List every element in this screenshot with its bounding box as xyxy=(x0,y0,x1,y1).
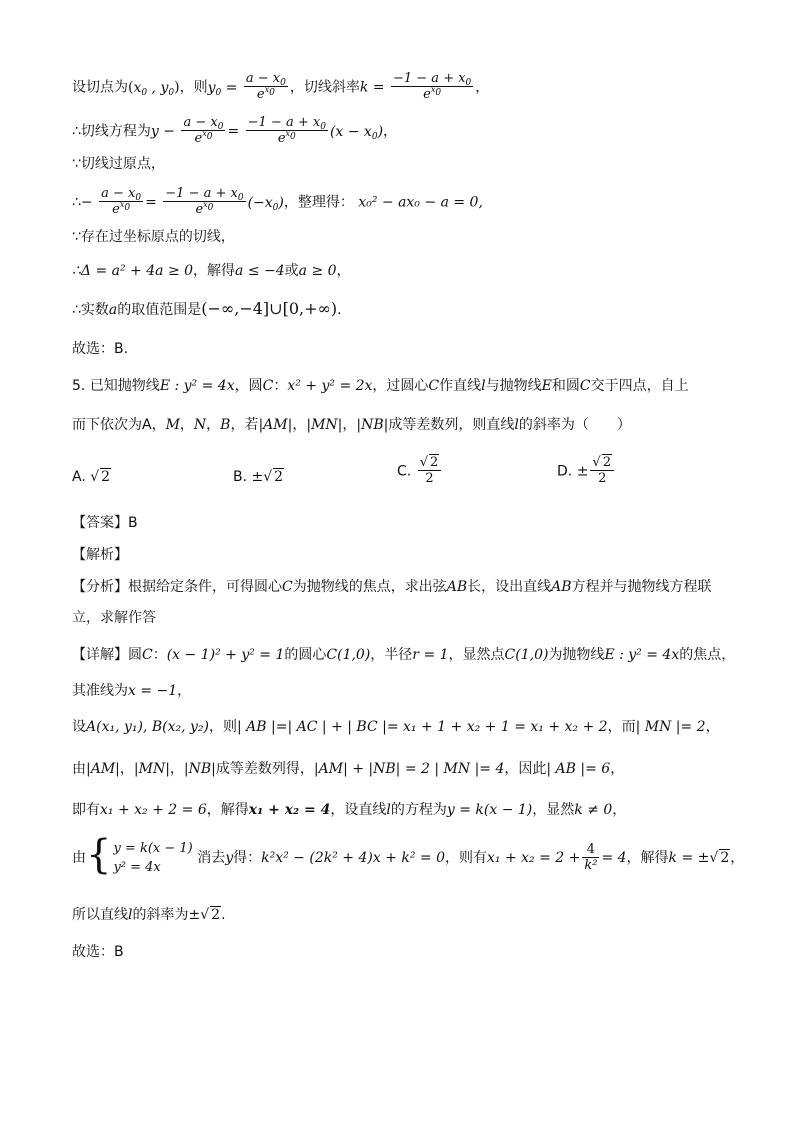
text: ，解得 xyxy=(626,850,669,866)
text: 的焦点， xyxy=(679,647,736,663)
math: k²x² − (2k² + 4)x + k² = 0 xyxy=(261,850,445,866)
math: (x − 1)² + y² = 1 xyxy=(166,647,285,663)
text: ， xyxy=(730,850,745,866)
text: ： xyxy=(273,378,288,394)
fraction: $\frac{√ 2}{2}$ xyxy=(418,455,442,486)
text: ，过圆心 xyxy=(372,378,429,394)
text: ， xyxy=(336,263,351,279)
text: ， xyxy=(206,417,221,433)
fenxi-line-1 xyxy=(72,578,712,596)
math: − xyxy=(80,194,93,211)
math: AB xyxy=(446,579,468,595)
radicand: 2 xyxy=(274,469,284,485)
fraction: $\frac{a - x_0}{e^{x_0}}$ xyxy=(183,115,224,146)
text: ， xyxy=(383,123,398,140)
text: 根据给定条件，可得圆心 xyxy=(128,579,282,595)
math: B xyxy=(220,417,231,433)
math: l xyxy=(481,378,486,394)
math: x = −1 xyxy=(128,683,178,699)
detail-line-7 xyxy=(72,906,226,924)
math: ∴Δ = a² + 4a ≥ 0 xyxy=(72,263,194,279)
option-label: D. xyxy=(557,463,573,480)
text: 和圆 xyxy=(551,378,580,394)
text: ，切线斜率 xyxy=(289,79,360,96)
text: ，整理得： xyxy=(283,194,354,211)
math: C xyxy=(282,579,293,595)
text: ，则 xyxy=(209,719,238,735)
math: |AM| xyxy=(86,761,120,777)
text: ∴实数 xyxy=(72,302,109,318)
math: C(1,0) xyxy=(504,647,549,663)
math: l xyxy=(128,907,133,923)
option-b xyxy=(233,469,284,485)
text: . xyxy=(221,907,226,923)
prev-line-7 xyxy=(72,300,342,319)
math: k = ± xyxy=(668,850,710,866)
fraction: $\frac{a - x_0}{e^{x_0}}$ xyxy=(245,71,286,102)
math: E : y² = 4x xyxy=(159,378,235,394)
text: 设切点为 xyxy=(72,79,128,96)
math: ) xyxy=(174,79,180,96)
question-number: 5. xyxy=(72,378,86,394)
question-line-1 xyxy=(72,377,689,395)
text: ， xyxy=(179,417,194,433)
math: |NB| xyxy=(356,417,389,433)
xiangjie-label: 【详解】 xyxy=(72,647,128,663)
math: x₁ + x₂ = 4 xyxy=(248,802,331,818)
text: 由 xyxy=(72,761,86,777)
text: 由 xyxy=(72,850,86,866)
question-line-2 xyxy=(72,416,631,434)
text: 而下依次为A， xyxy=(72,417,166,433)
text: ，则 xyxy=(179,79,208,96)
math: = xyxy=(145,194,157,211)
fraction: $\frac{-1 - a + x_0}{e^{x_0}}$ xyxy=(247,115,326,146)
math: y − xyxy=(150,123,176,140)
math: M xyxy=(165,417,180,433)
text: ， xyxy=(177,683,192,699)
plus-minus: ± xyxy=(251,469,264,485)
detail-line-6 xyxy=(72,832,745,878)
prev-line-5: ∵存在过坐标原点的切线， xyxy=(72,229,235,245)
detail-line-3 xyxy=(72,718,720,736)
text: ， xyxy=(705,719,720,735)
math: x₁ + x₂ + 2 = 6 xyxy=(100,802,207,818)
text: 的取值范围是 xyxy=(117,302,202,318)
sqrt: √ 2 xyxy=(263,469,284,485)
math: |MN| xyxy=(133,761,170,777)
text: ， xyxy=(169,761,184,777)
system-eq-2: y² = 4x xyxy=(113,860,161,875)
text: 与抛物线 xyxy=(485,378,542,394)
fenxi-label: 【分析】 xyxy=(72,579,128,595)
math: l xyxy=(514,417,519,433)
text: 长，设出直线 xyxy=(467,579,552,595)
text: 即有 xyxy=(72,802,100,818)
analysis-heading: 【解析】 xyxy=(72,547,128,563)
option-label: B. xyxy=(233,469,248,485)
text: ，则有 xyxy=(444,850,487,866)
sqrt: √ 2 xyxy=(709,850,730,866)
math: x₀² − ax₀ − a = 0, xyxy=(358,194,483,211)
plus-minus: ± xyxy=(188,907,201,923)
math: (−∞,−4]∪[0,+∞) xyxy=(201,299,338,318)
text: ，半径 xyxy=(370,647,413,663)
text: ， xyxy=(292,417,307,433)
math: | MN |= 2 xyxy=(635,719,706,735)
sqrt: √ 2 xyxy=(90,469,111,485)
math: k = xyxy=(359,79,385,96)
math: A(x₁, y₁), B(x₂, y₂) xyxy=(86,719,210,735)
text: ，设直线 xyxy=(330,802,387,818)
option-a xyxy=(72,469,111,485)
math: r = 1 xyxy=(412,647,449,663)
text: ， xyxy=(119,761,134,777)
answer-label: 【答案】 xyxy=(72,515,128,531)
text: ， xyxy=(342,417,357,433)
text: 交于四点，自上 xyxy=(590,378,689,394)
prev-line-2 xyxy=(72,116,397,147)
text: 圆 xyxy=(128,647,142,663)
sqrt: √ 2 xyxy=(200,907,221,923)
text: ， xyxy=(612,802,627,818)
math: ( xyxy=(128,79,134,96)
math: y = k(x − 1) xyxy=(446,802,533,818)
math: C(1,0) xyxy=(326,647,371,663)
text: 设 xyxy=(72,719,86,735)
detail-line-2 xyxy=(72,682,191,700)
detail-line-4 xyxy=(72,760,624,778)
fenxi-line-2: 立，求解作答 xyxy=(72,610,156,626)
math: = xyxy=(227,123,240,140)
text: ， xyxy=(475,79,490,96)
option-label: C. xyxy=(397,463,412,480)
detail-line-5 xyxy=(72,801,626,819)
math: $(-x_0)$ xyxy=(247,194,284,213)
text: ∴ xyxy=(72,194,81,211)
text: 或 xyxy=(284,263,299,279)
option-c xyxy=(397,456,443,487)
math: E xyxy=(541,378,552,394)
option-d xyxy=(557,456,616,487)
math: AB xyxy=(551,579,572,595)
fraction: $\frac{4}{\text{k²}}$ xyxy=(584,841,598,873)
text: ，解得 xyxy=(206,802,249,818)
answer-line xyxy=(72,514,138,532)
text: 已知抛物线 xyxy=(89,378,160,394)
fraction: $\frac{√ 2}{2}$ xyxy=(590,455,614,486)
math: k ≠ 0 xyxy=(574,802,613,818)
text: 成等差数列得， xyxy=(215,761,314,777)
text: 的斜率为 xyxy=(132,907,189,923)
text: ，圆 xyxy=(234,378,263,394)
text: 的圆心 xyxy=(284,647,327,663)
math: y xyxy=(225,850,234,866)
prev-line-6 xyxy=(72,262,351,280)
left-brace: { xyxy=(86,832,112,878)
text: ， xyxy=(610,761,625,777)
text: 成等差数列，则直线 xyxy=(388,417,515,433)
text: 方程并与抛物线方程联 xyxy=(571,579,712,595)
math: N xyxy=(193,417,207,433)
math: = 4 xyxy=(601,850,627,866)
text: ，因此 xyxy=(504,761,547,777)
fraction: $\frac{-1 - a + x_0}{e^{x_0}}$ xyxy=(392,71,472,102)
math: a ≤ −4 xyxy=(235,263,285,279)
math: $y_0$ = xyxy=(207,79,238,98)
math: $x_0$ , $y_0$ xyxy=(133,79,175,98)
math: a ≥ 0 xyxy=(298,263,337,279)
math: C xyxy=(262,378,274,394)
math: $(x - x_0)$ xyxy=(329,123,384,142)
math: C xyxy=(428,378,440,394)
system-eq-1: y = k(x − 1) xyxy=(113,841,193,856)
text: 得： xyxy=(233,850,262,866)
math: x₁ + x₂ = 2 + xyxy=(486,850,581,866)
text: . xyxy=(337,302,342,318)
text: 的方程为 xyxy=(390,802,447,818)
fraction: $\frac{-1 - a + x_0}{e^{x_0}}$ xyxy=(165,186,244,217)
text: 消去 xyxy=(197,850,226,866)
detail-line-1 xyxy=(72,646,735,664)
prev-line-1 xyxy=(72,72,489,103)
prev-line-4 xyxy=(72,187,483,218)
answer-value: B xyxy=(128,515,138,531)
option-label: A. xyxy=(72,469,86,485)
math: |NB| xyxy=(183,761,216,777)
prev-line-8: 故选：B. xyxy=(72,341,129,357)
math: | AB |=| AC | + | BC |= x₁ + 1 + x₂ + 1 = x₁ + x₂ + 2 xyxy=(237,719,608,735)
text: ： xyxy=(152,647,167,663)
math: x² + y² = 2x xyxy=(287,378,373,394)
text: ，解得 xyxy=(193,263,236,279)
text: 其准线为 xyxy=(72,683,128,699)
text: 作直线 xyxy=(439,378,482,394)
text: ，若 xyxy=(230,417,259,433)
text: 的斜率为（ ） xyxy=(518,417,631,433)
equation-system xyxy=(113,839,192,877)
text: 所以直线 xyxy=(72,907,128,923)
math: C xyxy=(579,378,591,394)
math: |AM| + |NB| = 2 | MN |= 4 xyxy=(313,761,505,777)
text: 为抛物线 xyxy=(548,647,605,663)
math: l xyxy=(386,802,391,818)
text: ∴切线方程为 xyxy=(72,123,151,140)
text: ，而 xyxy=(607,719,636,735)
math: E : y² = 4x xyxy=(604,647,680,663)
text: ，显然 xyxy=(532,802,575,818)
math: C xyxy=(142,647,153,663)
math: a xyxy=(108,302,118,318)
math: |MN| xyxy=(306,417,343,433)
text: ，显然点 xyxy=(448,647,505,663)
math: |AM| xyxy=(258,417,293,433)
prev-line-3: ∵切线过原点， xyxy=(72,156,165,172)
plus-minus: ± xyxy=(576,463,589,480)
text: 为抛物线的焦点，求出弦 xyxy=(292,579,447,595)
detail-line-8: 故选：B xyxy=(72,944,124,960)
math: | AB |= 6 xyxy=(546,761,611,777)
fraction: $\frac{a - x_0}{e^{x_0}}$ xyxy=(101,186,142,217)
radicand: 2 xyxy=(101,469,111,485)
